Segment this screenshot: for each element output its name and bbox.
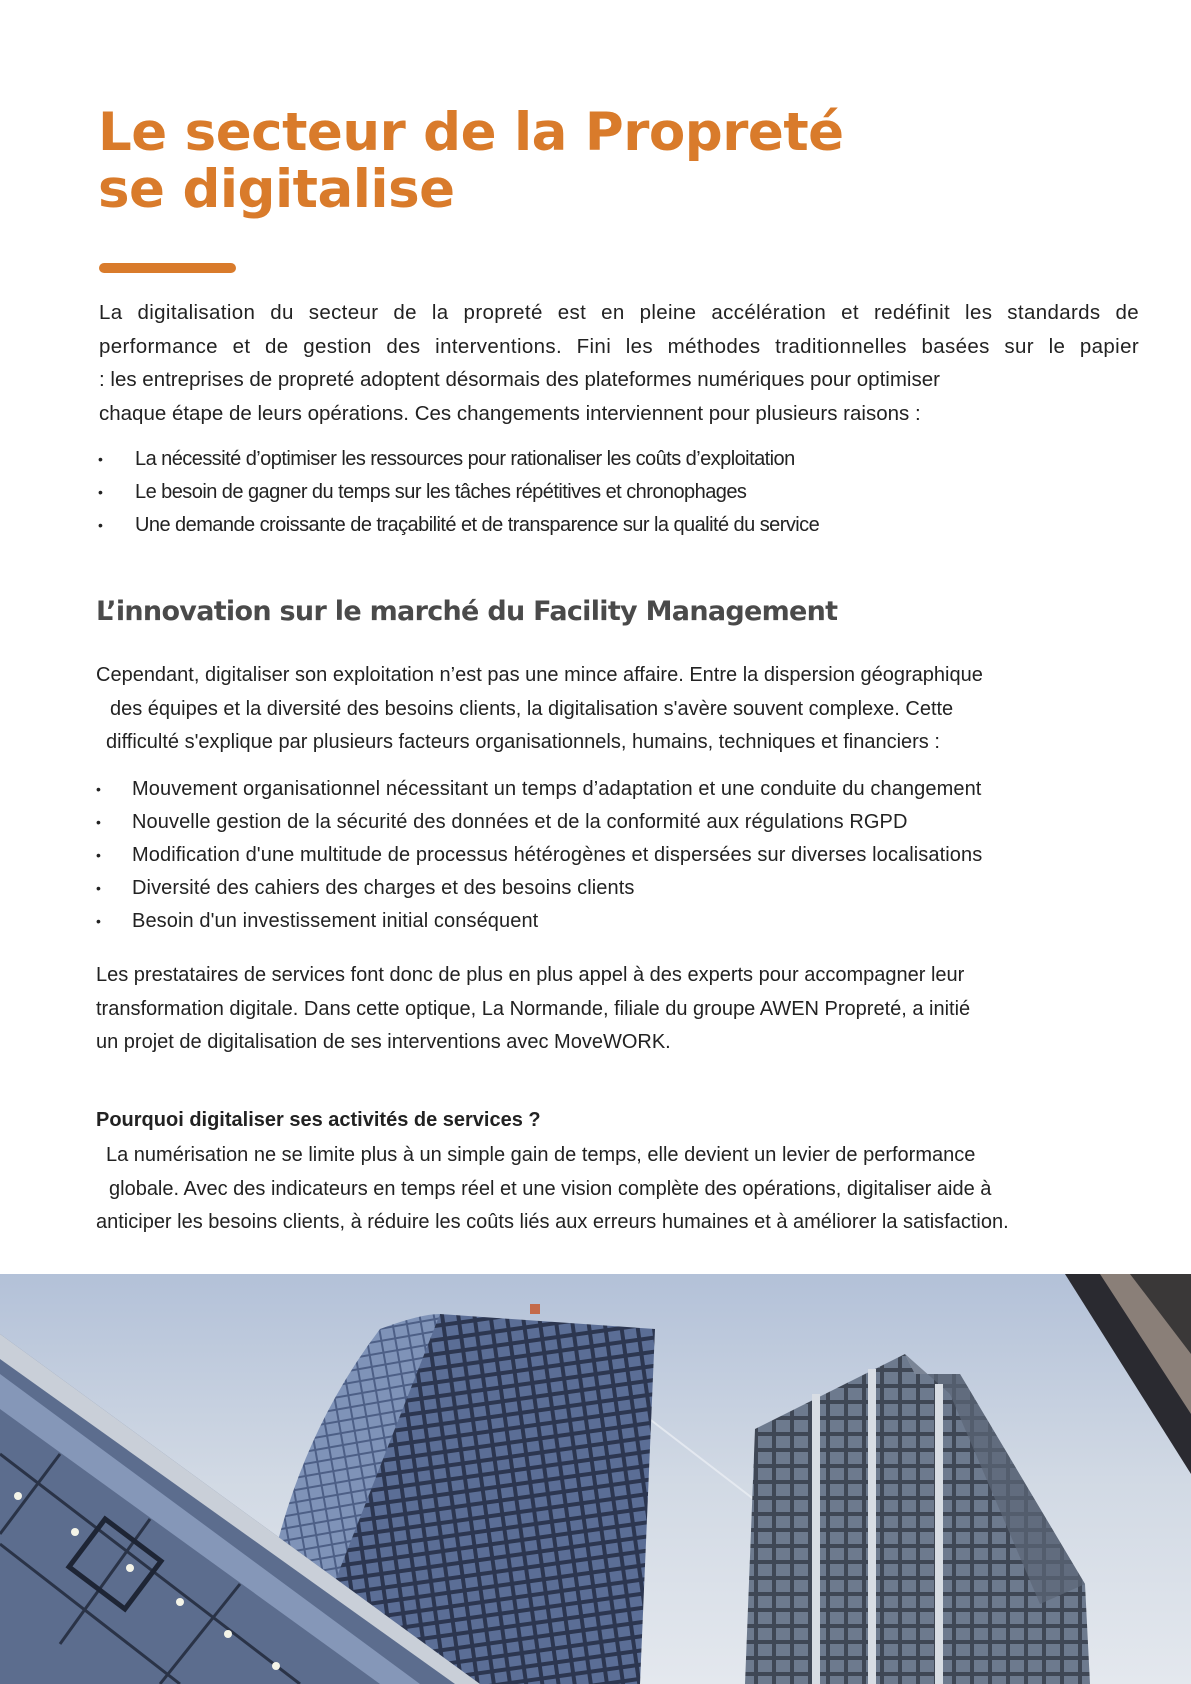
list-item-text: La nécessité d’optimiser les ressources pour rationaliser les coûts d’exploitation [135,448,795,470]
paragraph-line: anticiper les besoins clients, à réduire les coûts liés aux erreurs humaines et à améliorer la satisfaction. [96,1211,1009,1233]
paragraph-line: Les prestataires de services font donc de plus en plus appel à des experts pour accompagner leur [96,964,965,986]
bullet-icon: • [96,880,101,896]
list-item [96,839,982,872]
list-item-text: Le besoin de gagner du temps sur les tâches répétitives et chronophages [135,481,747,503]
buildings-photo [0,1274,1191,1684]
paragraph-line: La numérisation ne se limite plus à un simple gain de temps, elle devient un levier de performance [106,1144,976,1166]
title-underline-divider [99,263,236,273]
bullet-icon: • [98,517,103,533]
list-item-text: Besoin d'un investissement initial conséquent [132,910,539,932]
page-title-line-1: Le secteur de la Propreté [98,102,844,163]
page-title [98,104,998,218]
list-item [96,872,982,905]
intro-line: chaque étape de leurs opérations. Ces changements interviennent pour plusieurs raisons : [99,401,921,425]
list-item-text: Modification d'une multitude de processus hétérogènes et dispersées sur diverses localisations [132,844,983,866]
bullet-icon: • [96,814,101,830]
list-item-text: Une demande croissante de traçabilité et de transparence sur la qualité du service [135,514,820,536]
why-heading: Pourquoi digitaliser ses activités de services ? [96,1109,541,1131]
conclusion-paragraph [96,959,970,1060]
reasons-list [98,443,819,542]
list-item-text: Diversité des cahiers des charges et des besoins clients [132,877,635,899]
why-paragraph [96,1139,1009,1240]
factors-list [96,773,982,938]
intro-line: : les entreprises de propreté adoptent désormais des plateformes numériques pour optimiser [99,368,940,391]
intro-line: La digitalisation du secteur de la propreté est en pleine accélération et redéfinit les standards de [99,301,1139,324]
list-item [98,443,819,476]
list-item-text: Mouvement organisationnel nécessitant un temps d’adaptation et une conduite du changement [132,778,982,800]
bullet-icon: • [98,484,103,500]
paragraph-line: Cependant, digitaliser son exploitation n’est pas une mince affaire. Entre la dispersion géographique [96,664,983,686]
section-heading-innovation: L’innovation sur le marché du Facility Management [96,596,838,627]
paragraph-line: globale. Avec des indicateurs en temps réel et une vision complète des opérations, digitaliser aide à [109,1177,992,1200]
intro-line: performance et de gestion des interventions. Fini les méthodes traditionnelles basées sur le papier [99,334,1139,358]
bullet-icon: • [98,451,103,467]
list-item-text: Nouvelle gestion de la sécurité des données et de la conformité aux régulations RGPD [132,811,908,833]
innovation-paragraph [96,659,983,760]
paragraph-line: transformation digitale. Dans cette optique, La Normande, filiale du groupe AWEN Propreté, a initié [96,997,971,1020]
list-item [98,509,819,542]
bullet-icon: • [96,913,101,929]
page-title-line-2: se digitalise [98,159,455,220]
list-item [98,476,819,509]
bullet-icon: • [96,847,101,863]
list-item [96,806,982,839]
intro-paragraph [99,296,1139,430]
paragraph-line: difficulté s'explique par plusieurs facteurs organisationnels, humains, techniques et financiers : [106,731,940,753]
list-item [96,773,982,806]
bullet-icon: • [96,781,101,797]
paragraph-line: des équipes et la diversité des besoins clients, la digitalisation s'avère souvent complexe. Cette [110,697,954,720]
paragraph-line: un projet de digitalisation de ses interventions avec MoveWORK. [96,1031,671,1053]
list-item [96,905,982,938]
